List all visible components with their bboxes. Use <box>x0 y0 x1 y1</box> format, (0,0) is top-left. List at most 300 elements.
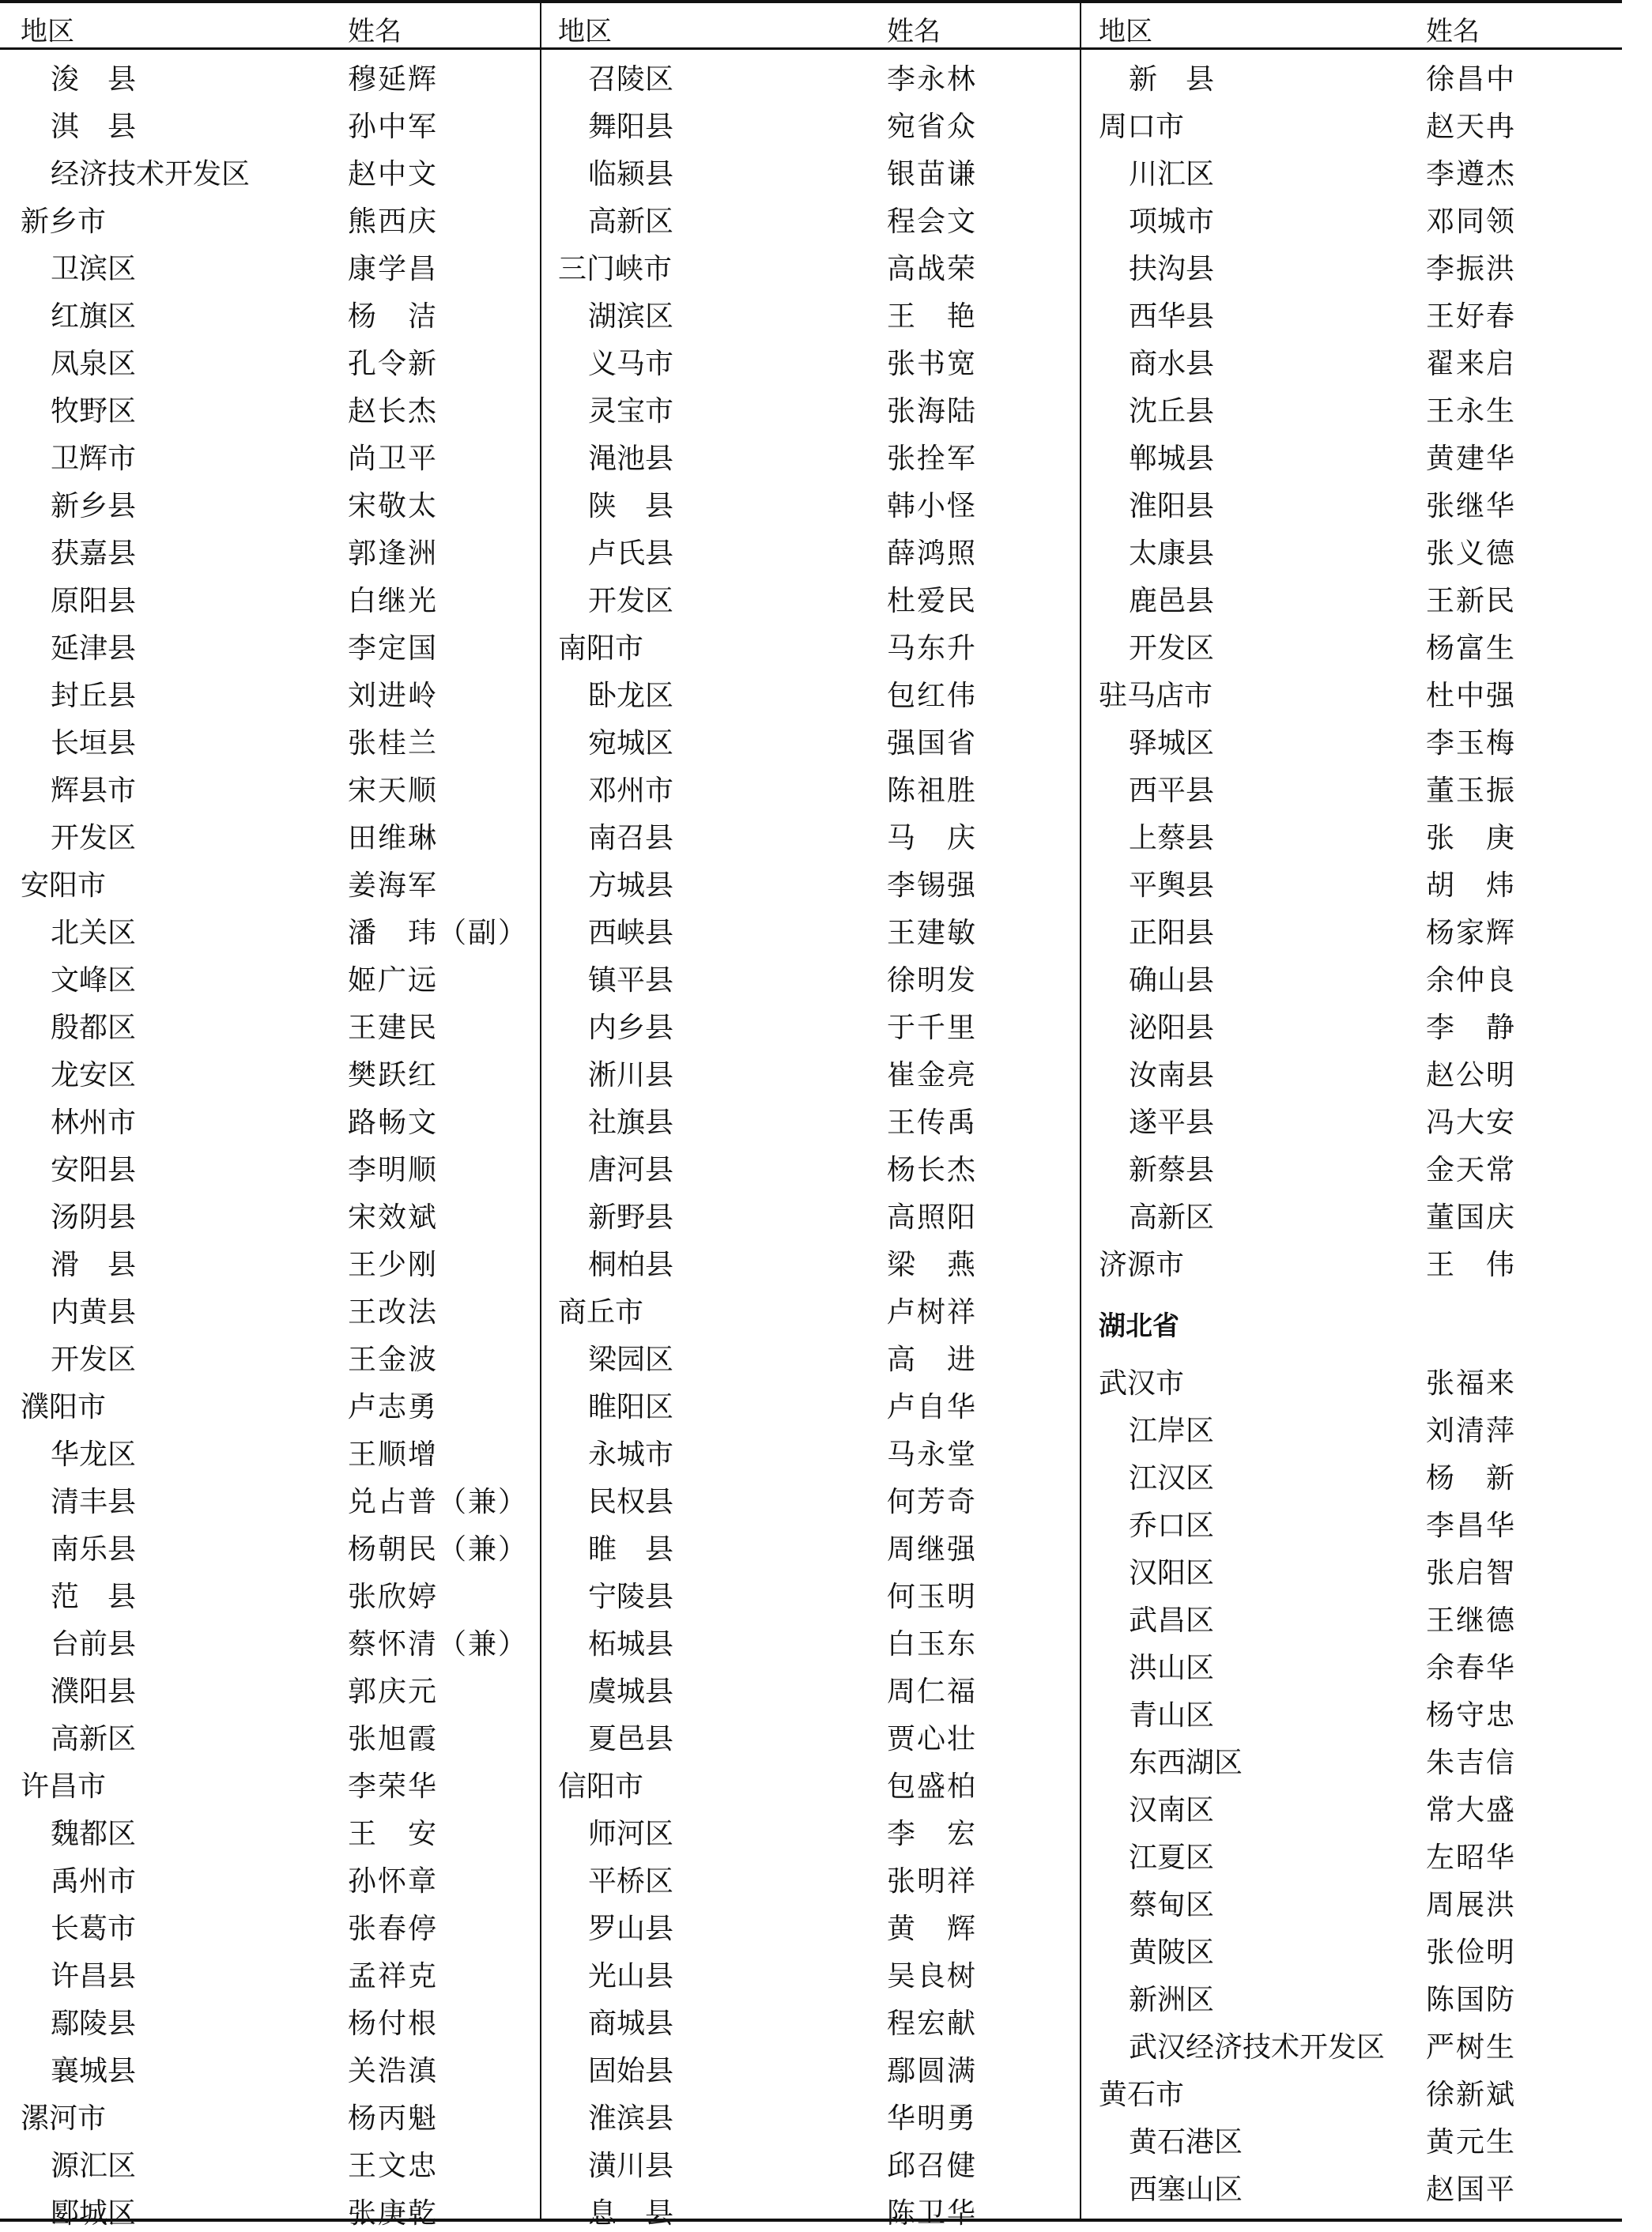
name-cell: 李振洪 <box>1426 253 1517 285</box>
table-row <box>0 1995 530 2042</box>
table-row <box>0 477 530 525</box>
table-row <box>0 1663 530 1710</box>
region-cell: 驿城区 <box>1129 727 1215 760</box>
name-cell: 王金波 <box>348 1344 439 1376</box>
table-row <box>1081 477 1611 525</box>
region-cell: 平桥区 <box>588 1865 674 1898</box>
column-header <box>0 0 530 47</box>
table-row <box>1081 1924 1611 1971</box>
name-cell: 李昌华 <box>1426 1510 1517 1542</box>
region-cell: 卫滨区 <box>51 253 137 285</box>
name-cell: 张义德 <box>1426 537 1517 570</box>
region-cell: 渑池县 <box>588 443 674 475</box>
name-cell: 胡 炜 <box>1426 869 1517 902</box>
table-row <box>0 1141 530 1189</box>
table-column-2 <box>541 0 1070 2230</box>
region-cell: 漯河市 <box>21 2102 107 2135</box>
region-cell: 淮滨县 <box>588 2102 674 2135</box>
table-row <box>0 335 530 383</box>
region-cell: 内黄县 <box>51 1296 137 1329</box>
name-cell: 李明顺 <box>348 1154 439 1186</box>
region-cell: 青山区 <box>1129 1699 1215 1732</box>
table-row <box>0 1521 530 1568</box>
name-cell: 姬广远 <box>348 964 439 997</box>
name-cell: 徐明发 <box>887 964 978 997</box>
region-cell: 襄城县 <box>51 2055 137 2087</box>
region-cell: 开发区 <box>1129 632 1215 665</box>
name-cell: 王改法 <box>348 1296 439 1329</box>
name-cell: 张书宽 <box>887 348 978 380</box>
name-cell: 刘清萍 <box>1426 1415 1517 1447</box>
table-row <box>1081 1829 1611 1876</box>
region-cell: 民权县 <box>588 1486 674 1518</box>
name-cell: 杨 新 <box>1426 1462 1517 1495</box>
name-cell: 赵天冉 <box>1426 111 1517 143</box>
region-cell: 南阳市 <box>558 632 644 665</box>
table-row <box>541 1805 1070 1853</box>
name-cell: 杨朝民（兼） <box>348 1533 529 1566</box>
region-cell: 三门峡市 <box>558 253 673 285</box>
region-cell: 安阳县 <box>51 1154 137 1186</box>
table-row <box>0 1378 530 1426</box>
table-row <box>541 1568 1070 1616</box>
name-cell: 杨守忠 <box>1426 1699 1517 1732</box>
name-cell: 白继光 <box>348 585 439 617</box>
region-cell: 睢阳区 <box>588 1391 674 1423</box>
table-row <box>541 1710 1070 1758</box>
region-cell: 师河区 <box>588 1818 674 1850</box>
region-cell: 濮阳县 <box>51 1676 137 1708</box>
table-row <box>541 1189 1070 1236</box>
region-cell: 商水县 <box>1129 348 1215 380</box>
table-row <box>0 904 530 952</box>
name-cell: 张海陆 <box>887 395 978 428</box>
name-cell: 张明祥 <box>887 1865 978 1898</box>
table-row <box>0 1189 530 1236</box>
table-row <box>1081 145 1611 193</box>
table-row <box>0 809 530 857</box>
region-cell: 汤阴县 <box>51 1201 137 1234</box>
name-cell: 赵长杰 <box>348 395 439 428</box>
table-row <box>1081 1046 1611 1094</box>
table-row <box>1081 1355 1611 1402</box>
table-row <box>0 2042 530 2090</box>
region-cell: 乔口区 <box>1129 1510 1215 1542</box>
region-cell: 平舆县 <box>1129 869 1215 902</box>
table-row <box>1081 1189 1611 1236</box>
region-cell: 台前县 <box>51 1628 137 1661</box>
table-row <box>1081 1781 1611 1829</box>
name-cell: 杨家辉 <box>1426 917 1517 949</box>
region-cell: 新蔡县 <box>1129 1154 1215 1186</box>
table-row <box>0 667 530 714</box>
table-row <box>0 1853 530 1900</box>
name-cell: 王建敏 <box>887 917 978 949</box>
region-cell: 商丘市 <box>558 1296 644 1329</box>
table-row <box>0 240 530 288</box>
region-cell: 浚 县 <box>51 63 137 96</box>
name-cell: 王好春 <box>1426 300 1517 333</box>
name-cell: 孔令新 <box>348 348 439 380</box>
table-row <box>541 667 1070 714</box>
region-cell: 罗山县 <box>588 1913 674 1945</box>
name-cell: 王文忠 <box>348 2150 439 2182</box>
table-row <box>0 1426 530 1473</box>
table-row <box>541 2042 1070 2090</box>
table-row <box>541 98 1070 145</box>
region-cell: 卫辉市 <box>51 443 137 475</box>
name-cell: 张拴军 <box>887 443 978 475</box>
region-cell: 邓州市 <box>588 775 674 807</box>
region-cell: 魏都区 <box>51 1818 137 1850</box>
name-cell: 熊西庆 <box>348 205 439 238</box>
region-cell: 遂平县 <box>1129 1107 1215 1139</box>
table-row <box>0 1094 530 1141</box>
table-row <box>541 1094 1070 1141</box>
region-cell: 范 县 <box>51 1581 137 1613</box>
name-cell: 董国庆 <box>1426 1201 1517 1234</box>
table-row <box>1081 51 1611 98</box>
name-cell: 黄 辉 <box>887 1913 978 1945</box>
table-row <box>1081 2066 1611 2113</box>
table-row <box>541 1426 1070 1473</box>
region-cell: 高新区 <box>1129 1201 1215 1234</box>
table-row <box>1081 1639 1611 1687</box>
region-cell: 宁陵县 <box>588 1581 674 1613</box>
region-cell: 义马市 <box>588 348 674 380</box>
table-row <box>541 1663 1070 1710</box>
name-cell: 卢树祥 <box>887 1296 978 1329</box>
region-cell: 信阳市 <box>558 1770 644 1803</box>
region-cell: 长垣县 <box>51 727 137 760</box>
region-cell: 洪山区 <box>1129 1652 1215 1684</box>
name-cell: 梁 燕 <box>887 1249 978 1281</box>
region-cell: 汉南区 <box>1129 1794 1215 1827</box>
table-row <box>541 1900 1070 1947</box>
table-row <box>541 952 1070 999</box>
name-cell: 常大盛 <box>1426 1794 1517 1827</box>
table-row <box>541 1616 1070 1663</box>
table-row <box>1081 1141 1611 1189</box>
region-cell: 西塞山区 <box>1129 2174 1243 2206</box>
name-cell: 陈祖胜 <box>887 775 978 807</box>
region-cell: 息 县 <box>588 2197 674 2230</box>
name-cell: 康学昌 <box>348 253 439 285</box>
table-row <box>0 572 530 620</box>
table-row <box>1081 1876 1611 1924</box>
region-cell: 蔡甸区 <box>1129 1889 1215 1921</box>
table-row <box>1081 1734 1611 1781</box>
region-cell: 太康县 <box>1129 537 1215 570</box>
province-label: 湖北省 <box>1099 1310 1179 1342</box>
region-cell: 新乡县 <box>51 490 137 522</box>
table-row <box>541 1284 1070 1331</box>
region-cell: 卢氏县 <box>588 537 674 570</box>
table-row <box>1081 714 1611 762</box>
region-cell: 召陵区 <box>588 63 674 96</box>
name-cell: 刘进岭 <box>348 680 439 712</box>
region-cell: 扶沟县 <box>1129 253 1215 285</box>
table-column-1 <box>0 0 530 2230</box>
name-cell: 潘 玮（副） <box>348 917 529 949</box>
table-row <box>541 1236 1070 1284</box>
region-cell: 灵宝市 <box>588 395 674 428</box>
name-cell: 冯大安 <box>1426 1107 1517 1139</box>
table-row <box>0 2090 530 2137</box>
name-cell: 李荣华 <box>348 1770 439 1803</box>
table-row <box>1081 240 1611 288</box>
table-row <box>0 1473 530 1521</box>
region-cell: 黄陂区 <box>1129 1936 1215 1969</box>
region-cell: 江夏区 <box>1129 1842 1215 1874</box>
region-cell: 北关区 <box>51 917 137 949</box>
name-cell: 马永堂 <box>887 1438 978 1471</box>
name-cell: 关浩滇 <box>348 2055 439 2087</box>
name-cell: 王传禹 <box>887 1107 978 1139</box>
table-row <box>0 145 530 193</box>
name-cell: 陈卫华 <box>887 2197 978 2230</box>
region-cell: 郸城县 <box>1129 443 1215 475</box>
name-cell: 翟来启 <box>1426 348 1517 380</box>
region-cell: 经济技术开发区 <box>51 158 251 190</box>
region-cell: 殷都区 <box>51 1012 137 1044</box>
region-cell: 黄石市 <box>1099 2079 1185 2111</box>
table-row <box>1081 1592 1611 1639</box>
table-row <box>0 525 530 572</box>
region-cell: 临颍县 <box>588 158 674 190</box>
table-row <box>541 1141 1070 1189</box>
name-cell: 高照阳 <box>887 1201 978 1234</box>
name-cell: 张欣婷 <box>348 1581 439 1613</box>
table-row <box>1081 999 1611 1046</box>
table-row <box>541 477 1070 525</box>
table-row <box>1081 1402 1611 1450</box>
name-cell: 路畅文 <box>348 1107 439 1139</box>
region-cell: 武汉经济技术开发区 <box>1129 2031 1386 2064</box>
table-row <box>0 620 530 667</box>
table-row <box>541 999 1070 1046</box>
region-cell: 夏邑县 <box>588 1723 674 1755</box>
region-cell: 江岸区 <box>1129 1415 1215 1447</box>
region-cell: 正阳县 <box>1129 917 1215 949</box>
region-cell: 睢 县 <box>588 1533 674 1566</box>
region-cell: 濮阳市 <box>21 1391 107 1423</box>
table-row <box>541 1046 1070 1094</box>
table-row <box>0 2137 530 2185</box>
region-cell: 红旗区 <box>51 300 137 333</box>
table-row <box>541 1995 1070 2042</box>
region-cell: 汝南县 <box>1129 1059 1215 1091</box>
name-cell: 张 庚 <box>1426 822 1517 854</box>
table-row <box>541 1758 1070 1805</box>
table-row <box>541 1378 1070 1426</box>
region-cell: 淇 县 <box>51 111 137 143</box>
name-cell: 李定国 <box>348 632 439 665</box>
table-row <box>541 335 1070 383</box>
region-cell: 川汇区 <box>1129 158 1215 190</box>
table-row <box>1081 525 1611 572</box>
table-row <box>541 2185 1070 2232</box>
table-row <box>541 383 1070 430</box>
table-row <box>1081 809 1611 857</box>
table-row <box>541 1473 1070 1521</box>
region-cell: 鄢陵县 <box>51 2008 137 2040</box>
region-cell: 开发区 <box>51 1344 137 1376</box>
table-row <box>541 572 1070 620</box>
name-cell: 周展洪 <box>1426 1889 1517 1921</box>
region-cell: 南乐县 <box>51 1533 137 1566</box>
region-cell: 鹿邑县 <box>1129 585 1215 617</box>
table-row <box>1081 193 1611 240</box>
table-row <box>541 2090 1070 2137</box>
table-row <box>0 2185 530 2232</box>
table-row <box>541 1521 1070 1568</box>
region-cell: 汉阳区 <box>1129 1557 1215 1589</box>
name-cell: 李永林 <box>887 63 978 96</box>
table-row <box>541 430 1070 477</box>
region-cell: 新洲区 <box>1129 1984 1215 2016</box>
name-cell: 李遵杰 <box>1426 158 1517 190</box>
name-cell: 宛省众 <box>887 111 978 143</box>
name-cell: 王少刚 <box>348 1249 439 1281</box>
name-cell: 尚卫平 <box>348 443 439 475</box>
name-cell: 余春华 <box>1426 1652 1517 1684</box>
name-cell: 强国省 <box>887 727 978 760</box>
region-cell: 文峰区 <box>51 964 137 997</box>
name-cell: 马 庆 <box>887 822 978 854</box>
name-cell: 杜中强 <box>1426 680 1517 712</box>
name-cell: 李 宏 <box>887 1818 978 1850</box>
table-row <box>1081 857 1611 904</box>
name-cell: 陈国防 <box>1426 1984 1517 2016</box>
region-cell: 高新区 <box>51 1723 137 1755</box>
region-cell: 镇平县 <box>588 964 674 997</box>
name-cell: 蔡怀清（兼） <box>348 1628 529 1661</box>
name-cell: 白玉东 <box>887 1628 978 1661</box>
table-row <box>0 1331 530 1378</box>
section-heading <box>1081 1284 1611 1355</box>
region-cell: 宛城区 <box>588 727 674 760</box>
region-cell: 卧龙区 <box>588 680 674 712</box>
row-list <box>0 51 530 2232</box>
name-cell: 卢自华 <box>887 1391 978 1423</box>
name-cell: 王 艳 <box>887 300 978 333</box>
table-row <box>0 1236 530 1284</box>
name-header: 姓名 <box>348 16 402 47</box>
name-cell: 宋效斌 <box>348 1201 439 1234</box>
name-cell: 孟祥克 <box>348 1960 439 1993</box>
region-cell: 社旗县 <box>588 1107 674 1139</box>
header-rule <box>0 47 1622 50</box>
table-row <box>1081 620 1611 667</box>
table-row <box>541 1331 1070 1378</box>
region-cell: 江汉区 <box>1129 1462 1215 1495</box>
name-cell: 田维琳 <box>348 822 439 854</box>
region-cell: 清丰县 <box>51 1486 137 1518</box>
region-cell: 驻马店市 <box>1099 680 1213 712</box>
name-cell: 杜爱民 <box>887 585 978 617</box>
table-row <box>1081 1497 1611 1544</box>
region-cell: 禹州市 <box>51 1865 137 1898</box>
name-cell: 董玉振 <box>1426 775 1517 807</box>
region-cell: 桐柏县 <box>588 1249 674 1281</box>
name-cell: 高 进 <box>887 1344 978 1376</box>
region-cell: 延津县 <box>51 632 137 665</box>
table-row <box>541 857 1070 904</box>
region-cell: 潢川县 <box>588 2150 674 2182</box>
region-cell: 光山县 <box>588 1960 674 1993</box>
name-cell: 李锡强 <box>887 869 978 902</box>
region-cell: 高新区 <box>588 205 674 238</box>
name-cell: 黄元生 <box>1426 2126 1517 2158</box>
name-cell: 宋天顺 <box>348 775 439 807</box>
name-cell: 张桂兰 <box>348 727 439 760</box>
table-row <box>1081 1544 1611 1592</box>
name-cell: 严树生 <box>1426 2031 1517 2064</box>
name-cell: 王永生 <box>1426 395 1517 428</box>
table-row <box>1081 2113 1611 2161</box>
name-cell: 金天常 <box>1426 1154 1517 1186</box>
table-row <box>0 193 530 240</box>
table-row <box>0 952 530 999</box>
table-row <box>541 714 1070 762</box>
region-cell: 确山县 <box>1129 964 1215 997</box>
column-header <box>1081 0 1611 47</box>
name-cell: 王顺增 <box>348 1438 439 1471</box>
table-row <box>0 1758 530 1805</box>
table-column-3 <box>1081 0 1611 2206</box>
name-header: 姓名 <box>887 16 941 47</box>
table-row <box>1081 1450 1611 1497</box>
name-cell: 程会文 <box>887 205 978 238</box>
table-row <box>1081 1971 1611 2019</box>
table-row <box>541 288 1070 335</box>
region-cell: 泌阳县 <box>1129 1012 1215 1044</box>
name-cell: 张旭霞 <box>348 1723 439 1755</box>
region-cell: 西平县 <box>1129 775 1215 807</box>
name-cell: 杨长杰 <box>887 1154 978 1186</box>
table-row <box>0 98 530 145</box>
name-cell: 鄢圆满 <box>887 2055 978 2087</box>
region-header: 地区 <box>21 16 74 47</box>
name-cell: 杨丙魁 <box>348 2102 439 2135</box>
region-cell: 林州市 <box>51 1107 137 1139</box>
name-cell: 周仁福 <box>887 1676 978 1708</box>
name-cell: 李玉梅 <box>1426 727 1517 760</box>
region-cell: 华龙区 <box>51 1438 137 1471</box>
region-cell: 永城市 <box>588 1438 674 1471</box>
region-cell: 辉县市 <box>51 775 137 807</box>
name-cell: 邓同领 <box>1426 205 1517 238</box>
name-cell: 马东升 <box>887 632 978 665</box>
name-cell: 贾心壮 <box>887 1723 978 1755</box>
name-cell: 兑占普（兼） <box>348 1486 529 1518</box>
table-row <box>541 809 1070 857</box>
table-row <box>541 904 1070 952</box>
table-row <box>1081 430 1611 477</box>
region-cell: 固始县 <box>588 2055 674 2087</box>
table-row <box>1081 1687 1611 1734</box>
region-cell: 梁园区 <box>588 1344 674 1376</box>
region-cell: 凤泉区 <box>51 348 137 380</box>
column-header <box>541 0 1070 47</box>
name-cell: 张俭明 <box>1426 1936 1517 1969</box>
region-header: 地区 <box>558 16 612 47</box>
name-cell: 孙中军 <box>348 111 439 143</box>
name-cell: 包盛柏 <box>887 1770 978 1803</box>
name-cell: 张春停 <box>348 1913 439 1945</box>
table-row <box>1081 383 1611 430</box>
